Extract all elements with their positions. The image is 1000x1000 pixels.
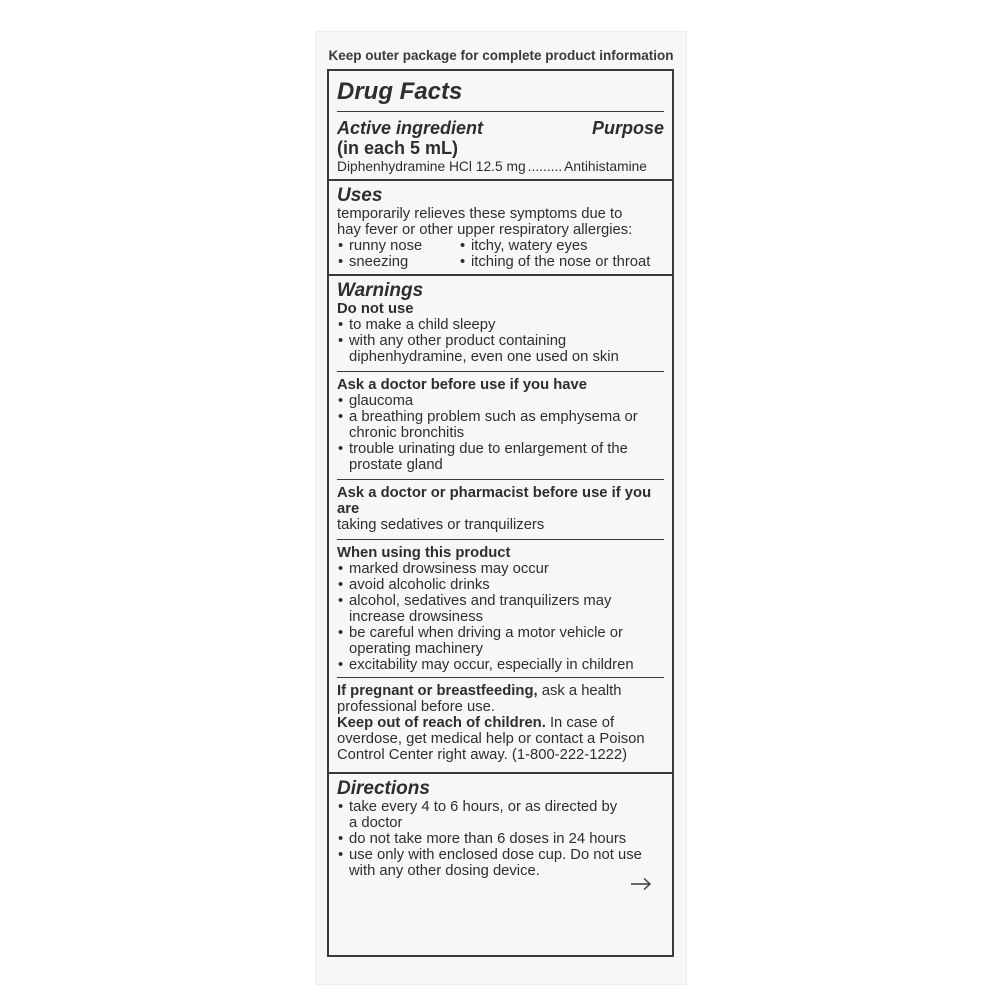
leader-dots: ......... bbox=[527, 159, 563, 174]
warnings-heading: Warnings bbox=[337, 280, 424, 301]
purpose-heading: Purpose bbox=[591, 118, 664, 138]
keep-out-bold: Keep out of reach of children. bbox=[337, 715, 546, 731]
list-item: • avoid alcoholic drinks bbox=[337, 577, 664, 593]
directions-section bbox=[329, 774, 672, 879]
list-item: • to make a child sleepy bbox=[337, 317, 664, 333]
carton-panel bbox=[316, 32, 686, 984]
uses-section bbox=[329, 181, 672, 274]
keep-out-line bbox=[337, 715, 664, 731]
package-note: Keep outer package for complete product information bbox=[328, 48, 674, 63]
uses-intro-line: hay fever or other upper respiratory allergies: bbox=[337, 222, 633, 238]
list-item: • with any other product containing bbox=[337, 333, 664, 349]
active-ingredient-amount-heading: (in each 5 mL) bbox=[337, 138, 459, 158]
pregnancy-line-2: professional before use. bbox=[337, 699, 495, 715]
list-item: • take every 4 to 6 hours, or as directed by bbox=[337, 799, 664, 815]
list-item: • runny nose bbox=[337, 238, 459, 254]
active-ingredient-heading: Active ingredient bbox=[337, 118, 484, 138]
directions-list bbox=[337, 799, 664, 879]
list-item: • use only with enclosed dose cup. Do not use bbox=[337, 847, 664, 863]
drug-facts-box bbox=[327, 69, 674, 957]
list-item: • alcohol, sedatives and tranquilizers may bbox=[337, 593, 664, 609]
keep-out-text: In case of bbox=[545, 715, 615, 731]
when-using-heading: When using this product bbox=[337, 545, 511, 561]
ingredient-row bbox=[337, 159, 664, 175]
directions-heading: Directions bbox=[337, 778, 430, 799]
list-item-continuation: a doctor bbox=[349, 815, 403, 831]
ask-doctor-heading: Ask a doctor before use if you have bbox=[337, 377, 587, 393]
list-item: • sneezing bbox=[337, 254, 459, 270]
keep-out-line-3: Control Center right away. (1-800-222-1222) bbox=[337, 747, 628, 763]
drug-facts-header bbox=[329, 71, 672, 111]
list-item: • trouble urinating due to enlargement of the bbox=[337, 441, 664, 457]
list-item: • a breathing problem such as emphysema or bbox=[337, 409, 664, 425]
active-ingredient-section bbox=[329, 112, 672, 175]
uses-intro-line: temporarily relieves these symptoms due to bbox=[337, 206, 623, 222]
list-item: • itching of the nose or throat bbox=[459, 254, 650, 270]
ask-doctor-list bbox=[337, 393, 664, 473]
list-item: • do not take more than 6 doses in 24 hours bbox=[337, 831, 664, 847]
when-using-list bbox=[337, 561, 664, 673]
pregnancy-text: ask a health bbox=[537, 683, 622, 699]
right-arrow-icon bbox=[630, 873, 652, 895]
when-using-section bbox=[329, 540, 672, 673]
ingredient-purpose: Antihistamine bbox=[564, 159, 647, 174]
list-item: • marked drowsiness may occur bbox=[337, 561, 664, 577]
list-item-continuation: operating machinery bbox=[349, 641, 484, 657]
drug-facts-title: Drug Facts bbox=[337, 78, 463, 105]
ask-pharmacist-heading: Ask a doctor or pharmacist before use if you are bbox=[337, 485, 652, 517]
do-not-use-list bbox=[337, 317, 664, 365]
list-item-continuation: prostate gland bbox=[349, 457, 443, 473]
ask-pharmacist-text: taking sedatives or tranquilizers bbox=[337, 517, 545, 533]
uses-list-left bbox=[337, 238, 459, 270]
warnings-section bbox=[329, 276, 672, 365]
list-item: • glaucoma bbox=[337, 393, 664, 409]
pregnancy-bold: If pregnant or breastfeeding, bbox=[337, 683, 538, 699]
ask-pharmacist-section bbox=[329, 480, 672, 533]
pregnancy-keep-out-section bbox=[329, 678, 672, 768]
list-item-continuation: diphenhydramine, even one used on skin bbox=[349, 349, 619, 365]
list-item-continuation: increase drowsiness bbox=[349, 609, 484, 625]
uses-heading: Uses bbox=[337, 185, 383, 206]
uses-list bbox=[337, 238, 664, 270]
list-item-continuation: with any other dosing device. bbox=[349, 863, 540, 879]
list-item-continuation: chronic bronchitis bbox=[349, 425, 465, 441]
right-arrow-icon-svg bbox=[630, 877, 652, 891]
keep-out-line-2: overdose, get medical help or contact a Poison bbox=[337, 731, 645, 747]
pregnancy-line bbox=[337, 683, 664, 699]
ask-doctor-section bbox=[329, 372, 672, 473]
list-item: • be careful when driving a motor vehicle or bbox=[337, 625, 664, 641]
list-item: • itchy, watery eyes bbox=[459, 238, 650, 254]
list-item: • excitability may occur, especially in children bbox=[337, 657, 664, 673]
ingredient-name: Diphenhydramine HCl 12.5 mg bbox=[337, 159, 526, 174]
do-not-use-heading: Do not use bbox=[337, 301, 414, 317]
uses-list-right bbox=[459, 238, 650, 270]
